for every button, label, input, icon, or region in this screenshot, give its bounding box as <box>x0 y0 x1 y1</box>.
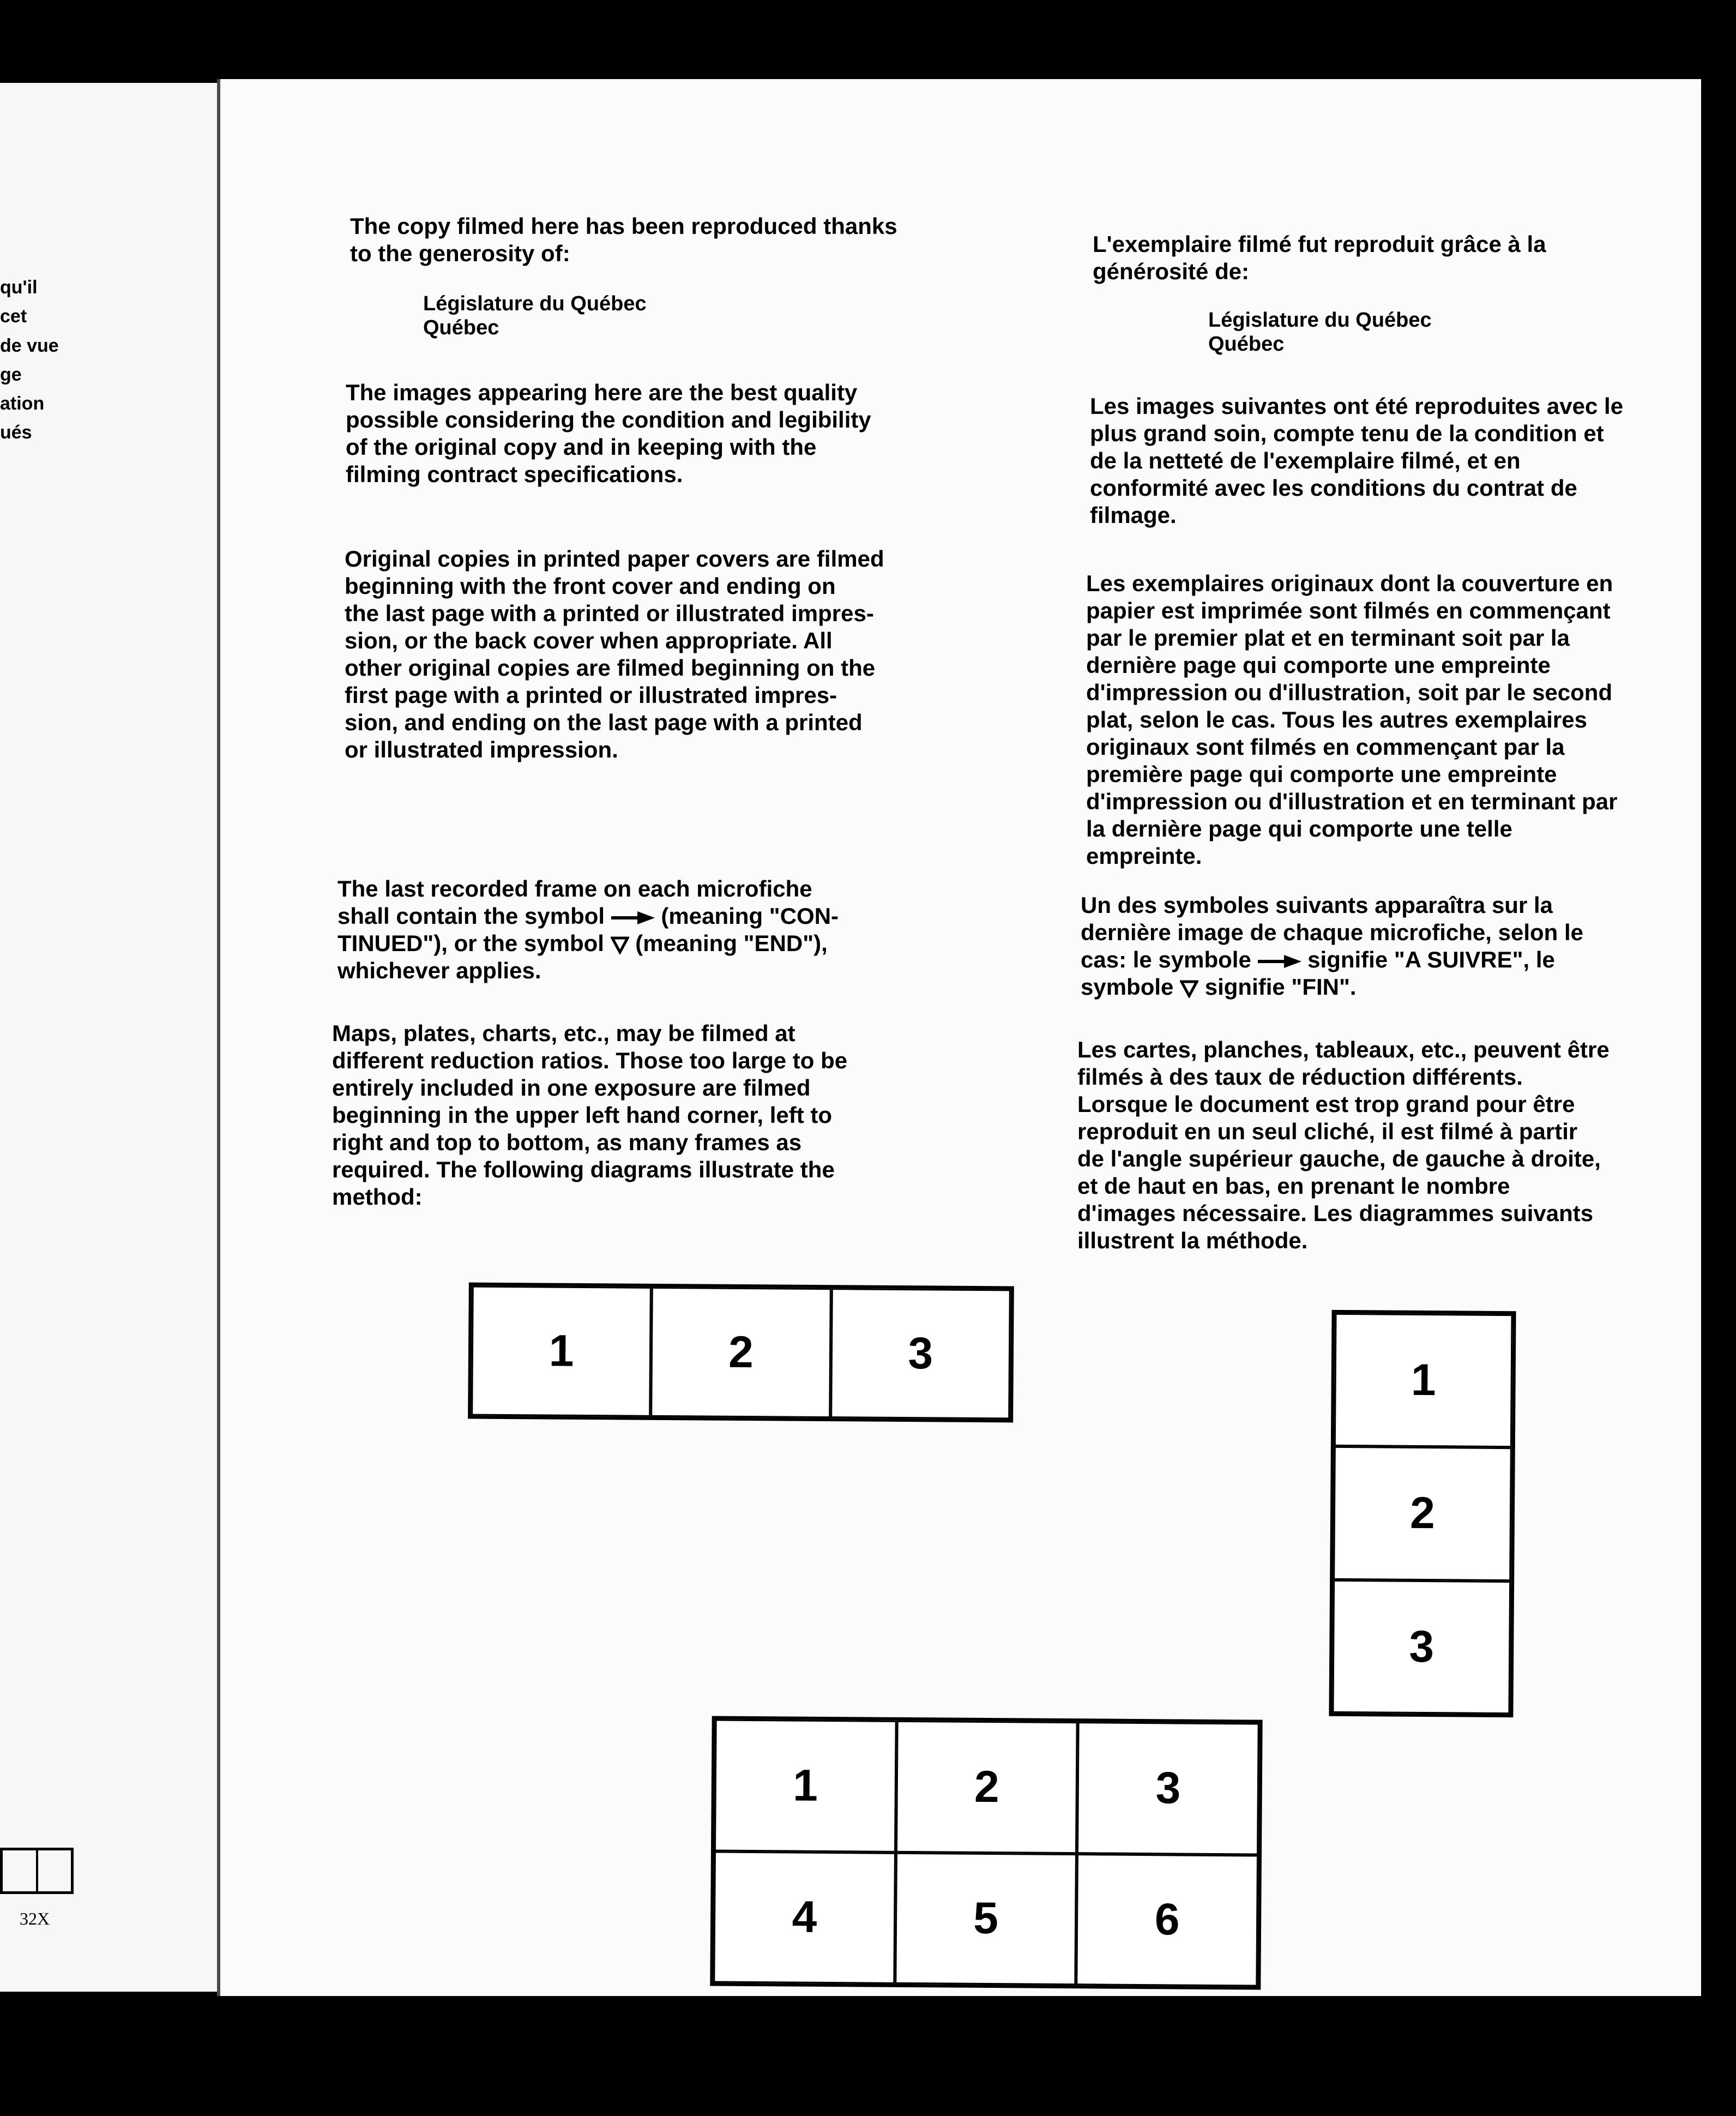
diagram-grid-six <box>710 1716 1262 1989</box>
diagram-cell: 2 <box>896 1721 1078 1854</box>
arrow-right-icon <box>611 910 655 925</box>
french-maps-paragraph: Les cartes, planches, tableaux, etc., peuvent être filmés à des taux de réduction différents. Lorsque le document est trop grand pour être reproduit en un seul cliché, il est filmé à partir de l'angle supérieur gauche, de gauche à droite, et de haut en bas, en prenant le nombre d'images nécessaire. Les diagrammes suivants illustrent la méthode. <box>1077 1037 1610 1253</box>
english-maps-paragraph: Maps, plates, charts, etc., may be filmed at different reduction ratios. Those too large to be entirely included in one exposure are filmed beginning in the upper left hand corner, left to right and top to bottom, as many frames as required. The following diagrams illustrate the method: <box>332 1020 848 1210</box>
french-credit: L'exemplaire filmé fut reproduit grâce à la générosité de: <box>1093 231 1546 284</box>
diagram-cell: 1 <box>1334 1313 1513 1448</box>
diagram-cell: 1 <box>714 1720 896 1853</box>
diagram-cell: 3 <box>1332 1580 1511 1715</box>
left-fragment: ge <box>0 364 22 385</box>
diagram-cell: 2 <box>1333 1446 1512 1581</box>
left-fragment: qu'il <box>0 277 38 298</box>
triangle-down-icon <box>611 936 629 954</box>
reduction-ratio-label: 32X <box>20 1909 50 1928</box>
diagram-cell: 4 <box>713 1851 895 1984</box>
triangle-down-icon <box>1180 979 1198 998</box>
diagram-cell: 2 <box>651 1287 831 1418</box>
french-quality-paragraph: Les images suivantes ont été reproduites avec le plus grand soin, compte tenu de la condition et de la netteté de l'exemplaire filmé, et en conformité avec les conditions du contrat de filmage. <box>1090 393 1624 528</box>
diagram-cell: 3 <box>1077 1722 1259 1855</box>
english-credit: The copy filmed here has been reproduced thanks to the generosity of: <box>350 213 897 266</box>
diagram-cell: 3 <box>830 1288 1011 1419</box>
english-institution: Législature du Québec Québec <box>423 292 647 339</box>
french-symbols-paragraph: Un des symboles suivants apparaîtra sur la dernière image de chaque microfiche, selon le cas: le symbole signifie "A SUIVRE", le symbole signifie "FIN". <box>1081 892 1583 1000</box>
english-quality-paragraph: The images appearing here are the best quality possible considering the condition and legibility of the original copy and in keeping with the filming contract specifications. <box>346 380 871 487</box>
french-institution: Législature du Québec Québec <box>1208 309 1432 356</box>
left-fragment: ués <box>0 422 32 443</box>
left-page <box>0 83 217 1992</box>
diagram-column-three <box>1329 1310 1516 1717</box>
french-originals-paragraph: Les exemplaires originaux dont la couverture en papier est imprimée sont filmés en commençant par le premier plat et en terminant soit par la dernière page qui comporte une empreinte d'impression ou d'illustration, soit par le second plat, selon le cas. Tous les autres exemplaires originaux sont filmés en commençant par la première page qui comporte une empreinte d'impression ou d'illustration et en terminant par la dernière page qui comporte une telle empreinte. <box>1086 570 1618 869</box>
left-fragment: de vue <box>0 335 59 356</box>
main-page <box>217 79 1701 1996</box>
diagram-cell: 5 <box>895 1852 1077 1985</box>
left-fragment: cet <box>0 306 27 327</box>
arrow-right-icon <box>1258 954 1301 969</box>
reduction-frame-diagram <box>0 1848 74 1894</box>
english-originals-paragraph: Original copies in printed paper covers are filmed beginning with the front cover and ending on the last page with a printed or illustrated impres- sion, or the back cover when appropriate. All other original copies are filmed beginning on the first page with a printed or illustrated impres- sion, and ending on the last page with a printed or illustrated impression. <box>345 546 884 762</box>
diagram-cell: 1 <box>471 1286 652 1417</box>
diagram-cell: 6 <box>1076 1854 1258 1987</box>
english-symbols-paragraph: The last recorded frame on each microfiche shall contain the symbol (meaning "CON- TINUED"), or the symbol (meaning "END"), whichever applies. <box>337 876 839 983</box>
left-fragment: ation <box>0 393 45 414</box>
diagram-row-three <box>468 1283 1014 1423</box>
